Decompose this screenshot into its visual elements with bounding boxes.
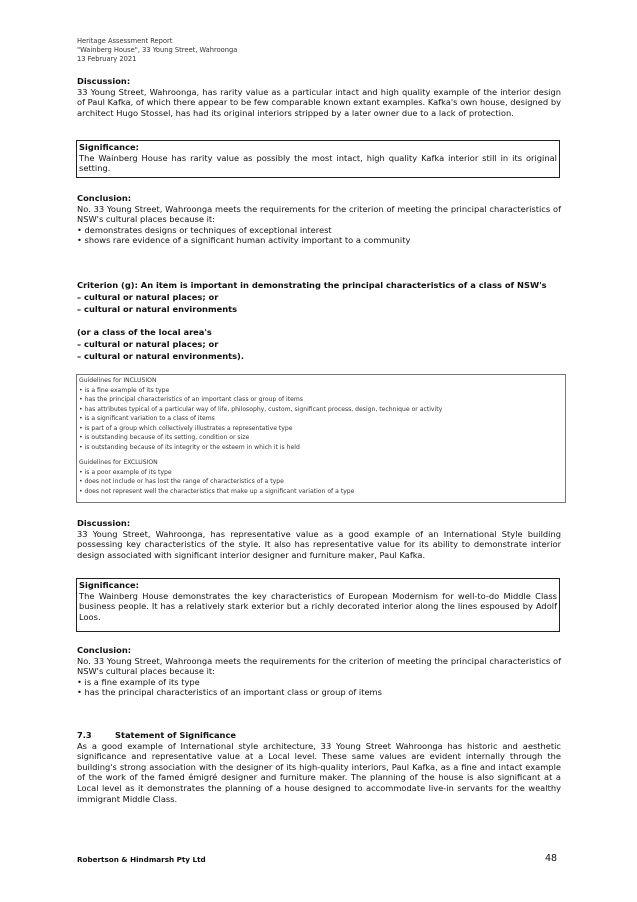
list-item: • is outstanding because of its integrity or the esteem in which it is held [79,443,563,453]
list-item: • is part of a group which collectively illustrates a representative type [79,424,563,434]
footer-company: Robertson & Hindmarsh Pty Ltd [77,855,206,864]
conclusion-rarity [77,193,561,246]
significance-heading: Significance: [79,580,139,590]
report-header [77,37,237,64]
exclusion-heading: Guidelines for EXCLUSION [79,459,158,466]
statement-of-significance [77,730,561,804]
discussion-rarity [77,76,561,118]
conclusion-heading: Conclusion: [77,645,132,655]
significance-text: The Wainberg House has rarity value as possibly the most intact, high quality Kafka interior still in its original setting. [79,152,557,174]
list-item: • does not represent well the characteristics that make up a significant variation of a type [79,487,563,497]
header-title: Heritage Assessment Report [77,37,173,45]
list-item: • is a fine example of its type [77,677,561,688]
significance-box-rarity [76,140,560,178]
criterion-line: – cultural or natural places; or [77,339,219,349]
list-item: • shows rare evidence of a significant human activity important to a community [77,235,561,246]
header-date: 13 February 2021 [77,55,137,63]
list-item: • has the principal characteristics of an important class or group of items [79,395,563,405]
inclusion-list [79,386,563,453]
statement-text: As a good example of International style architecture, 33 Young Street Wahroonga has historic and aesthetic significance and representative value at a Local level. These same values are evident internally through the building's strong association with the designer of its high-quality interiors, Paul Kafka, as a fine and intact example of the work of the famed émigré designer and furniture maker. The planning of the house is also significant at a Local level as it demonstrates the planning of a house designed to accommodate live-in servants for the wealthy immigrant Middle Class. [77,740,561,804]
significance-text: The Wainberg House demonstrates the key characteristics of European Modernism for well-to-do Middle Class business people. It has a relatively stark exterior but a richly decorated interior along the lines espoused by Adolf Loos. [79,590,557,622]
exclusion-list [79,468,563,497]
page-number: 48 [545,853,558,864]
section-title: Statement of Significance [115,730,236,740]
criterion-g-heading [77,279,561,315]
discussion-text: 33 Young Street, Wahroonga, has representative value as a good example of an International Style building possessing key characteristics of the style. It also has representative value for its ability to demonstrate interior design associated with significant interior designer and furniture maker, Paul Kafka. [77,528,561,560]
discussion-heading: Discussion: [77,518,131,528]
list-item: • has attributes typical of a particular way of life, philosophy, custom, significant process, design, technique or activity [79,405,563,415]
significance-heading: Significance: [79,142,139,152]
criterion-line: – cultural or natural places; or [77,292,219,302]
criterion-line: (or a class of the local area's [77,327,212,337]
section-heading [77,730,561,741]
section-number: 7.3 [77,730,92,740]
discussion-heading: Discussion: [77,76,131,86]
list-item: • has the principal characteristics of an important class or group of items [77,687,561,698]
criterion-line: – cultural or natural environments [77,304,238,314]
list-item: • is a poor example of its type [79,468,563,478]
conclusion-list [77,677,561,698]
guidelines-box [76,374,566,503]
discussion-representative [77,518,561,560]
inclusion-heading: Guidelines for INCLUSION [79,377,157,384]
criterion-line: Criterion (g): An item is important in demonstrating the principal characteristics of a class of NSW's [77,280,547,290]
significance-box-representative [76,578,560,632]
conclusion-list [77,225,561,246]
conclusion-representative [77,645,561,698]
conclusion-text: No. 33 Young Street, Wahroonga meets the requirements for the criterion of meeting the principal characteristics of NSW's cultural places because it: [77,655,561,677]
discussion-text: 33 Young Street, Wahroonga, has rarity value as a particular intact and high quality example of the interior design of Paul Kafka, of which there appear to be few comparable known extant examples. Kafka's own house, designed by architect Hugo Stossel, has had its original interiors stripped by a later owner due to a lack of protection. [77,86,561,118]
list-item: • is outstanding because of its setting, condition or size [79,433,563,443]
list-item: • demonstrates designs or techniques of exceptional interest [77,225,561,236]
header-property: "Wainberg House", 33 Young Street, Wahroonga [77,46,238,54]
list-item: • does not include or has lost the range of characteristics of a type [79,477,563,487]
conclusion-heading: Conclusion: [77,193,132,203]
list-item: • is a significant variation to a class of items [79,414,563,424]
criterion-g-local [77,326,561,362]
conclusion-text: No. 33 Young Street, Wahroonga meets the requirements for the criterion of meeting the principal characteristics of NSW's cultural places because it: [77,203,561,225]
criterion-line: – cultural or natural environments). [77,351,244,361]
list-item: • is a fine example of its type [79,386,563,396]
